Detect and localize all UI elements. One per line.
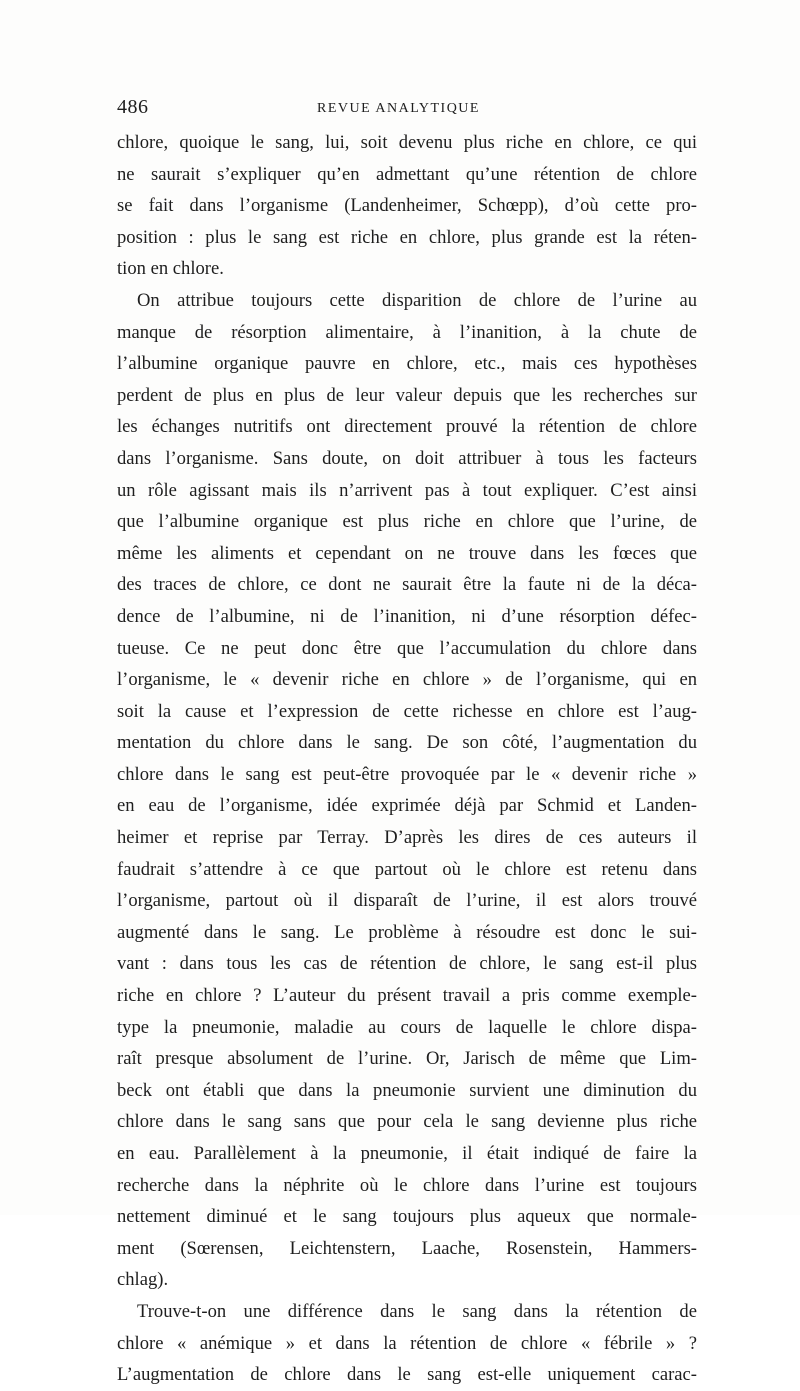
text-line: chlore « anémique » et dans la rétention de chlore « fébrile » ? [117,1332,697,1354]
text-line: riche en chlore ? L’auteur du présent travail a pris comme exemple- [117,985,697,1007]
text-line: en eau de l’organisme, idée exprimée déjà par Schmid et Landen- [117,795,697,817]
text-line: ne saurait s’expliquer qu’en admettant qu’une rétention de chlore [117,163,697,185]
text-line: dence de l’albumine, ni de l’inanition, ni d’une résorption défec- [117,605,697,627]
text-line: tion en chlore. [117,258,224,280]
page-number: 486 [117,96,149,118]
text-line: même les aliments et cependant on ne trouve dans les fœces que [117,542,697,564]
text-line: chlore dans le sang sans que pour cela le sang devienne plus riche [117,1111,697,1133]
text-line: se fait dans l’organisme (Landenheimer, Schœpp), d’où cette pro- [117,195,697,217]
text-line: augmenté dans le sang. Le problème à résoudre est donc le sui- [117,921,697,943]
text-line: L’augmentation de chlore dans le sang est-elle uniquement carac- [117,1364,697,1386]
text-line: soit la cause et l’expression de cette richesse en chlore est l’aug- [117,700,697,722]
text-line: raît presque absolument de l’urine. Or, Jarisch de même que Lim- [117,1048,697,1070]
text-line: un rôle agissant mais ils n’arrivent pas à tout expliquer. C’est ainsi [117,479,697,501]
body-text [117,127,697,1391]
text-line: Trouve-t-on une différence dans le sang dans la rétention de [137,1300,697,1322]
text-line: faudrait s’attendre à ce que partout où le chlore est retenu dans [117,858,697,880]
running-head: REVUE ANALYTIQUE [317,101,480,116]
text-line: nettement diminué et le sang toujours plus aqueux que normale- [117,1206,697,1228]
text-line: dans l’organisme. Sans doute, on doit attribuer à tous les facteurs [117,447,697,469]
text-line: recherche dans la néphrite où le chlore dans l’urine est toujours [117,1174,697,1196]
text-line: vant : dans tous les cas de rétention de chlore, le sang est-il plus [117,953,697,975]
text-line: heimer et reprise par Terray. D’après les dires de ces auteurs il [117,827,697,849]
text-line: beck ont établi que dans la pneumonie survient une diminution du [117,1079,697,1101]
text-line: en eau. Parallèlement à la pneumonie, il était indiqué de faire la [117,1143,697,1164]
text-line: chlag). [117,1269,169,1291]
text-line: des traces de chlore, ce dont ne saurait être la faute ni de la déca- [117,574,697,596]
text-line: manque de résorption alimentaire, à l’inanition, à la chute de [117,321,697,343]
text-line: chlore, quoique le sang, lui, soit devenu plus riche en chlore, ce qui [117,132,697,153]
text-line: position : plus le sang est riche en chlore, plus grande est la réten- [117,226,697,248]
text-line: l’organisme, le « devenir riche en chlore » de l’organisme, qui en [117,669,697,691]
text-line: mentation du chlore dans le sang. De son côté, l’augmentation du [117,732,697,754]
text-line: que l’albumine organique est plus riche en chlore que l’urine, de [117,511,697,533]
text-line: l’organisme, partout où il disparaît de l’urine, il est alors trouvé [117,890,697,912]
text-line: chlore dans le sang est peut-être provoquée par le « devenir riche » [117,763,697,785]
text-line: On attribue toujours cette disparition de chlore de l’urine au [137,289,697,311]
page-header [117,96,697,126]
text-line: tueuse. Ce ne peut donc être que l’accumulation du chlore dans [117,637,697,659]
text-line: les échanges nutritifs ont directement prouvé la rétention de chlore [117,416,697,438]
text-line: perdent de plus en plus de leur valeur depuis que les recherches sur [117,384,697,406]
text-line: type la pneumonie, maladie au cours de laquelle le chlore dispa- [117,1016,697,1038]
text-line: l’albumine organique pauvre en chlore, etc., mais ces hypothèses [117,353,697,375]
text-line: ment (Sœrensen, Leichtenstern, Laache, Rosenstein, Hammers- [117,1237,697,1259]
